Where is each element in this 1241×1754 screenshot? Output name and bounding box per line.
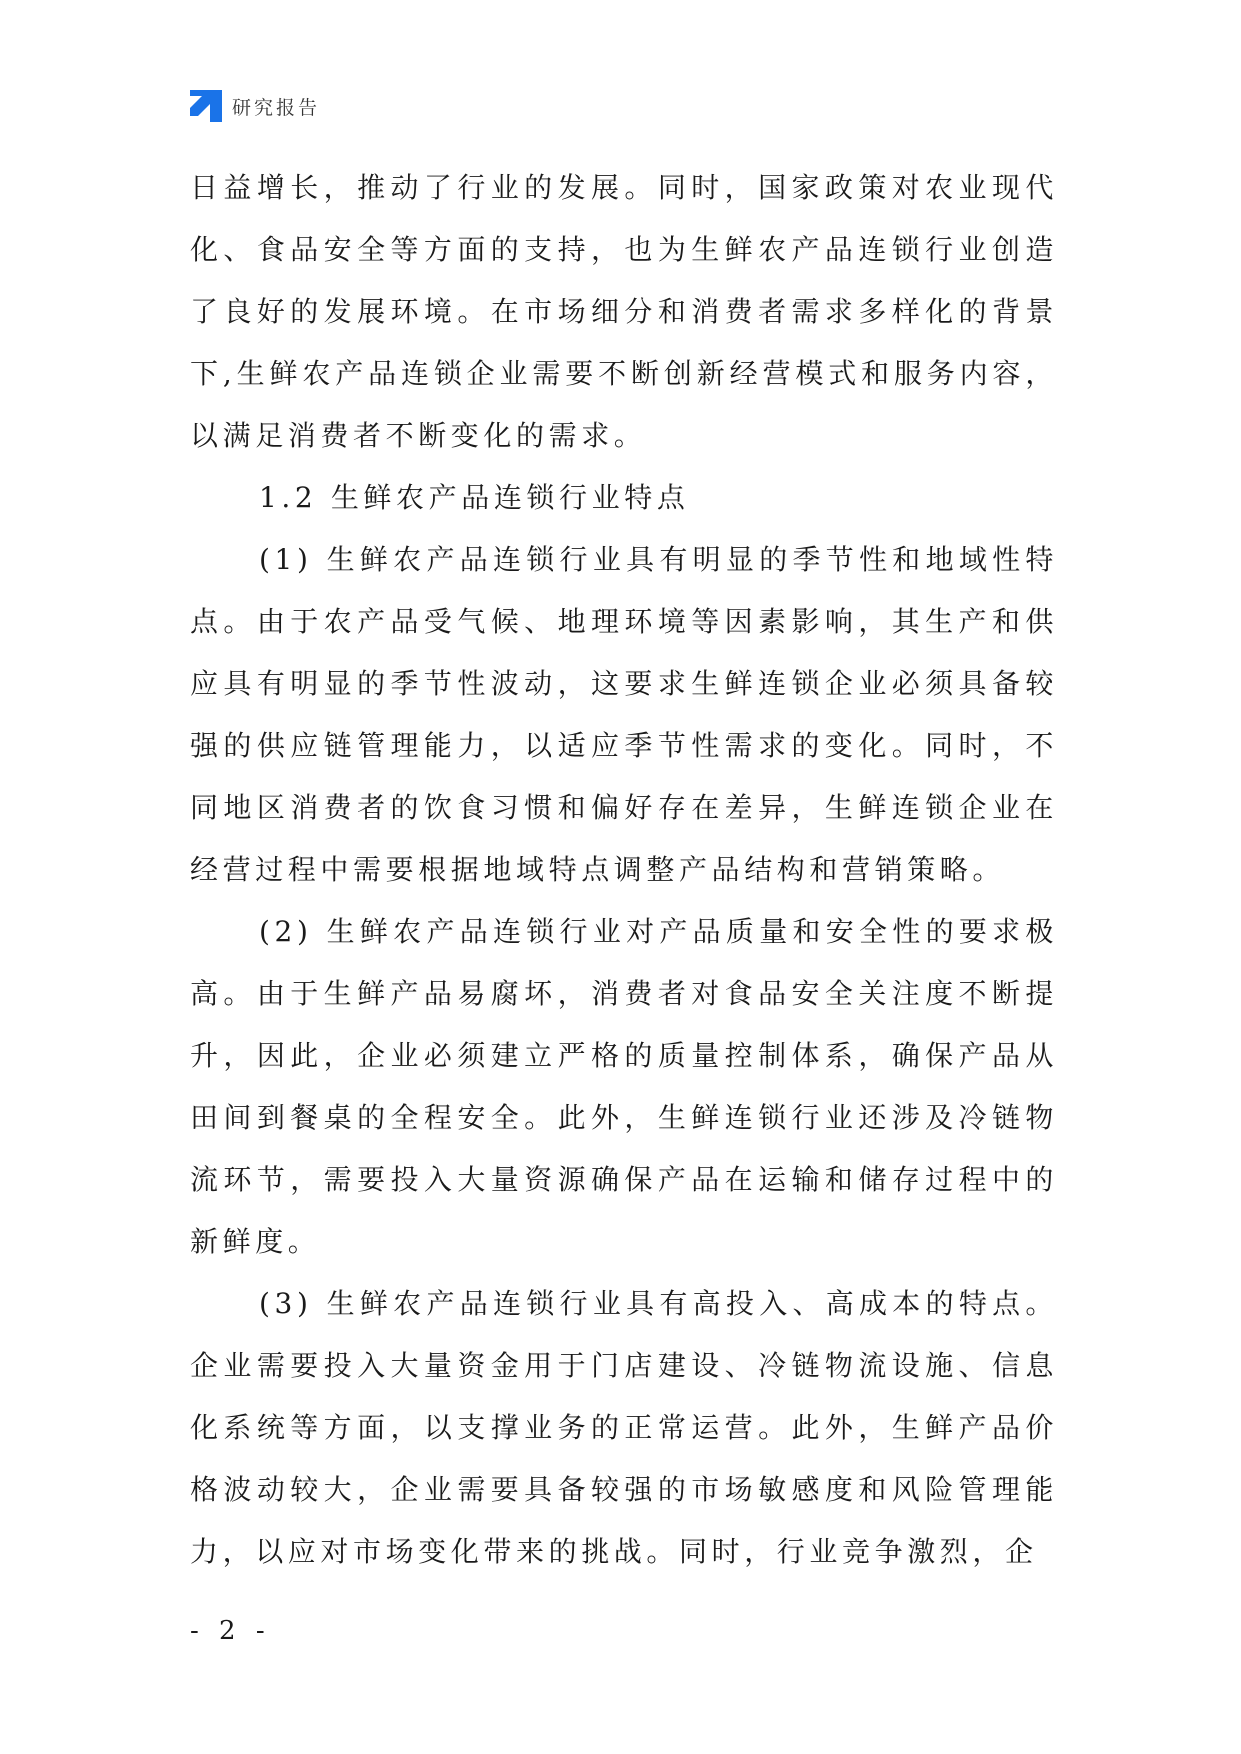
page-header bbox=[190, 88, 320, 124]
paragraph-point-2: (2) 生鲜农产品连锁行业对产品质量和安全性的要求极高。由于生鲜产品易腐坏，消费者对食品安全关注度不断提升，因此，企业必须建立严格的质量控制体系，确保产品从田间到餐桌的全程安全。此外，生鲜连锁行业还涉及冷链物流环节，需要投入大量资源确保产品在运输和储存过程中的新鲜度。 bbox=[190, 915, 1058, 1258]
section-heading: 1.2 生鲜农产品连锁行业特点 bbox=[259, 481, 690, 514]
paragraph-point-1: (1) 生鲜农产品连锁行业具有明显的季节性和地域性特点。由于农产品受气候、地理环境等因素影响，其生产和供应具有明显的季节性波动，这要求生鲜连锁企业必须具备较强的供应链管理能力，以适应季节性需求的变化。同时，不同地区消费者的饮食习惯和偏好存在差异，生鲜连锁企业在经营过程中需要根据地域特点调整产品结构和营销策略。 bbox=[190, 543, 1058, 886]
header-title: 研究报告 bbox=[232, 96, 321, 119]
page-number: - 2 - bbox=[190, 1616, 271, 1646]
paragraph-continuation: 日益增长，推动了行业的发展。同时，国家政策对农业现代化、食品安全等方面的支持，也为生鲜农产品连锁行业创造了良好的发展环境。在市场细分和消费者需求多样化的背景下,生鲜农产品连锁企业需要不断创新经营模式和服务内容，以满足消费者不断变化的需求。 bbox=[190, 171, 1058, 452]
document-body bbox=[190, 157, 1058, 1583]
paragraph-point-3: (3) 生鲜农产品连锁行业具有高投入、高成本的特点。企业需要投入大量资金用于门店建设、冷链物流设施、信息化系统等方面，以支撑业务的正常运营。此外，生鲜产品价格波动较大，企业需要具备较强的市场敏感度和风险管理能力，以应对市场变化带来的挑战。同时，行业竞争激烈，企 bbox=[190, 1287, 1058, 1568]
arrow-logo-icon bbox=[190, 90, 222, 122]
